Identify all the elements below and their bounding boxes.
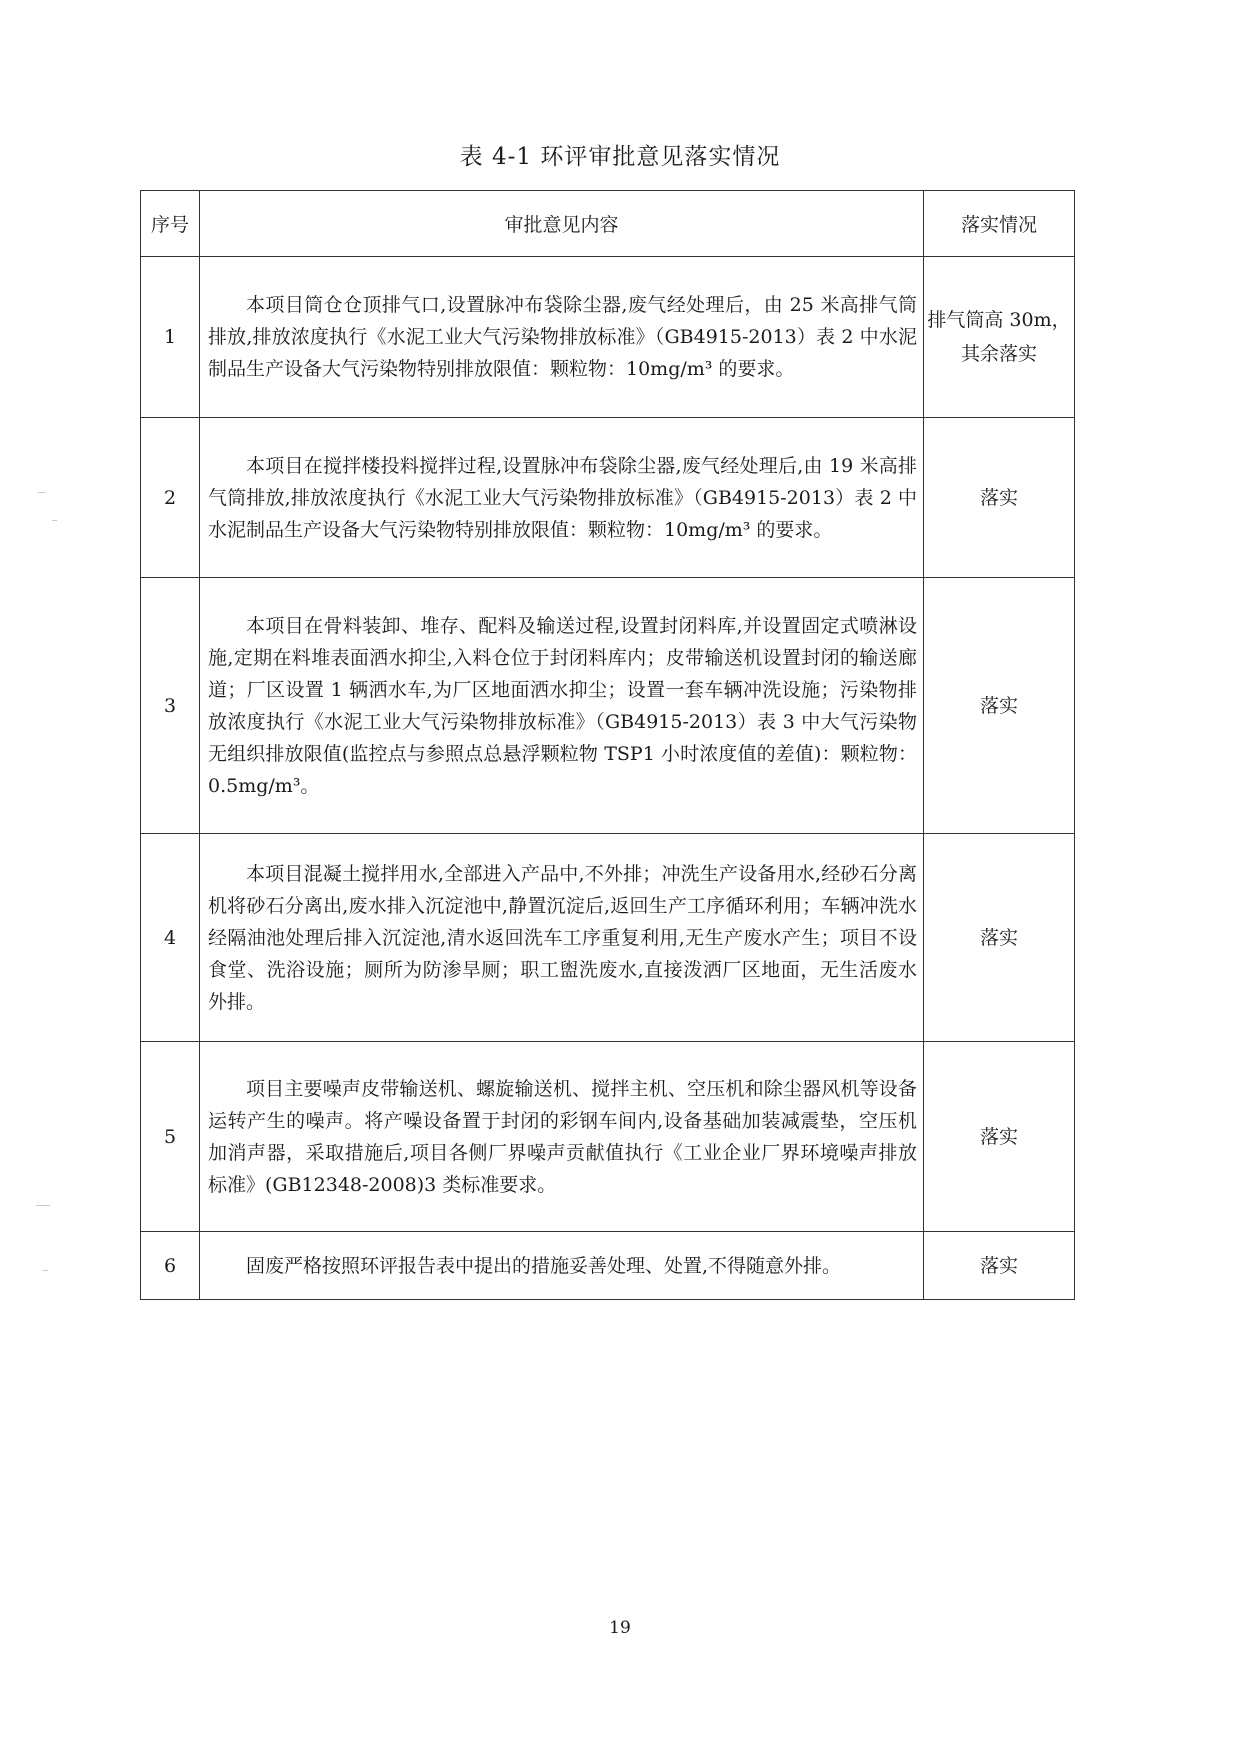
row-content-text: 本项目筒仓仓顶排气口,设置脉冲布袋除尘器,废气经处理后，由 25 米高排气筒排放,排放浓度执行《水泥工业大气污染物排放标准》（GB4915-2013）表 2 中水泥制品生产设备大气污染物特别排放限值：颗粒物：10mg/m³ 的要求。 — [208, 294, 917, 380]
row-content — [200, 1042, 924, 1232]
header-status: 落实情况 — [924, 191, 1075, 257]
table-row — [141, 257, 1075, 418]
header-content: 审批意见内容 — [200, 191, 924, 257]
row-content-text: 本项目在骨料装卸、堆存、配料及输送过程,设置封闭料库,并设置固定式喷淋设施,定期在料堆表面洒水抑尘,入料仓位于封闭料库内；皮带输送机设置封闭的输送廊道；厂区设置 1 辆洒水车,为厂区地面洒水抑尘；设置一套车辆冲洗设施；污染物排放浓度执行《水泥工业大气污染物排放标准》（GB4915-2013）表 3 中大气污染物无组织排放限值(监控点与参照点总悬浮颗粒物 TSP1 小时浓度值的差值)：颗粒物：0.5mg/m³。 — [208, 614, 917, 797]
row-number: 4 — [141, 834, 200, 1042]
row-content-text: 项目主要噪声皮带输送机、螺旋输送机、搅拌主机、空压机和除尘器风机等设备运转产生的噪声。将产噪设备置于封闭的彩钢车间内,设备基础加装减震垫，空压机加消声器，采取措施后,项目各侧厂界噪声贡献值执行《工业企业厂界环境噪声排放标准》(GB12348-2008)3 类标准要求。 — [208, 1077, 917, 1196]
row-status: 落实 — [924, 1042, 1075, 1232]
table-row — [141, 578, 1075, 834]
row-status: 落实 — [924, 418, 1075, 578]
scan-speck — [38, 492, 46, 493]
row-status: 落实 — [924, 1232, 1075, 1300]
row-content-text: 本项目混凝土搅拌用水,全部进入产品中,不外排；冲洗生产设备用水,经砂石分离机将砂石分离出,废水排入沉淀池中,静置沉淀后,返回生产工序循环利用；车辆冲洗水经隔油池处理后排入沉淀池,清水返回洗车工序重复利用,无生产废水产生；项目不设食堂、洗浴设施；厕所为防渗旱厕；职工盥洗废水,直接泼洒厂区地面，无生活废水外排。 — [208, 862, 917, 1013]
row-status — [924, 257, 1075, 418]
scan-speck — [42, 1270, 48, 1271]
table-row — [141, 1232, 1075, 1300]
page-number: 19 — [609, 1618, 631, 1638]
row-status: 落实 — [924, 578, 1075, 834]
scan-speck — [36, 1205, 50, 1206]
row-number: 2 — [141, 418, 200, 578]
row-status-line: 其余落实 — [960, 343, 1037, 365]
row-status-line: 排气筒高 30m， — [927, 309, 1071, 331]
row-content — [200, 257, 924, 418]
row-content-text: 固废严格按照环评报告表中提出的措施妥善处理、处置,不得随意外排。 — [246, 1254, 842, 1277]
row-content — [200, 578, 924, 834]
row-status: 落实 — [924, 834, 1075, 1042]
row-number: 6 — [141, 1232, 200, 1300]
approval-table — [140, 190, 1075, 1300]
row-content — [200, 418, 924, 578]
row-number: 5 — [141, 1042, 200, 1232]
row-number: 1 — [141, 257, 200, 418]
row-content-text: 本项目在搅拌楼投料搅拌过程,设置脉冲布袋除尘器,废气经处理后,由 19 米高排气筒排放,排放浓度执行《水泥工业大气污染物排放标准》（GB4915-2013）表 2 中水泥制品生产设备大气污染物特别排放限值：颗粒物：10mg/m³ 的要求。 — [208, 454, 917, 541]
row-number: 3 — [141, 578, 200, 834]
table-row — [141, 1042, 1075, 1232]
table-header-row — [141, 191, 1075, 257]
row-content — [200, 834, 924, 1042]
table-row — [141, 834, 1075, 1042]
header-no: 序号 — [141, 191, 200, 257]
row-content — [200, 1232, 924, 1300]
table-row — [141, 418, 1075, 578]
table-title: 表 4-1 环评审批意见落实情况 — [459, 144, 781, 170]
scan-speck — [52, 520, 57, 521]
